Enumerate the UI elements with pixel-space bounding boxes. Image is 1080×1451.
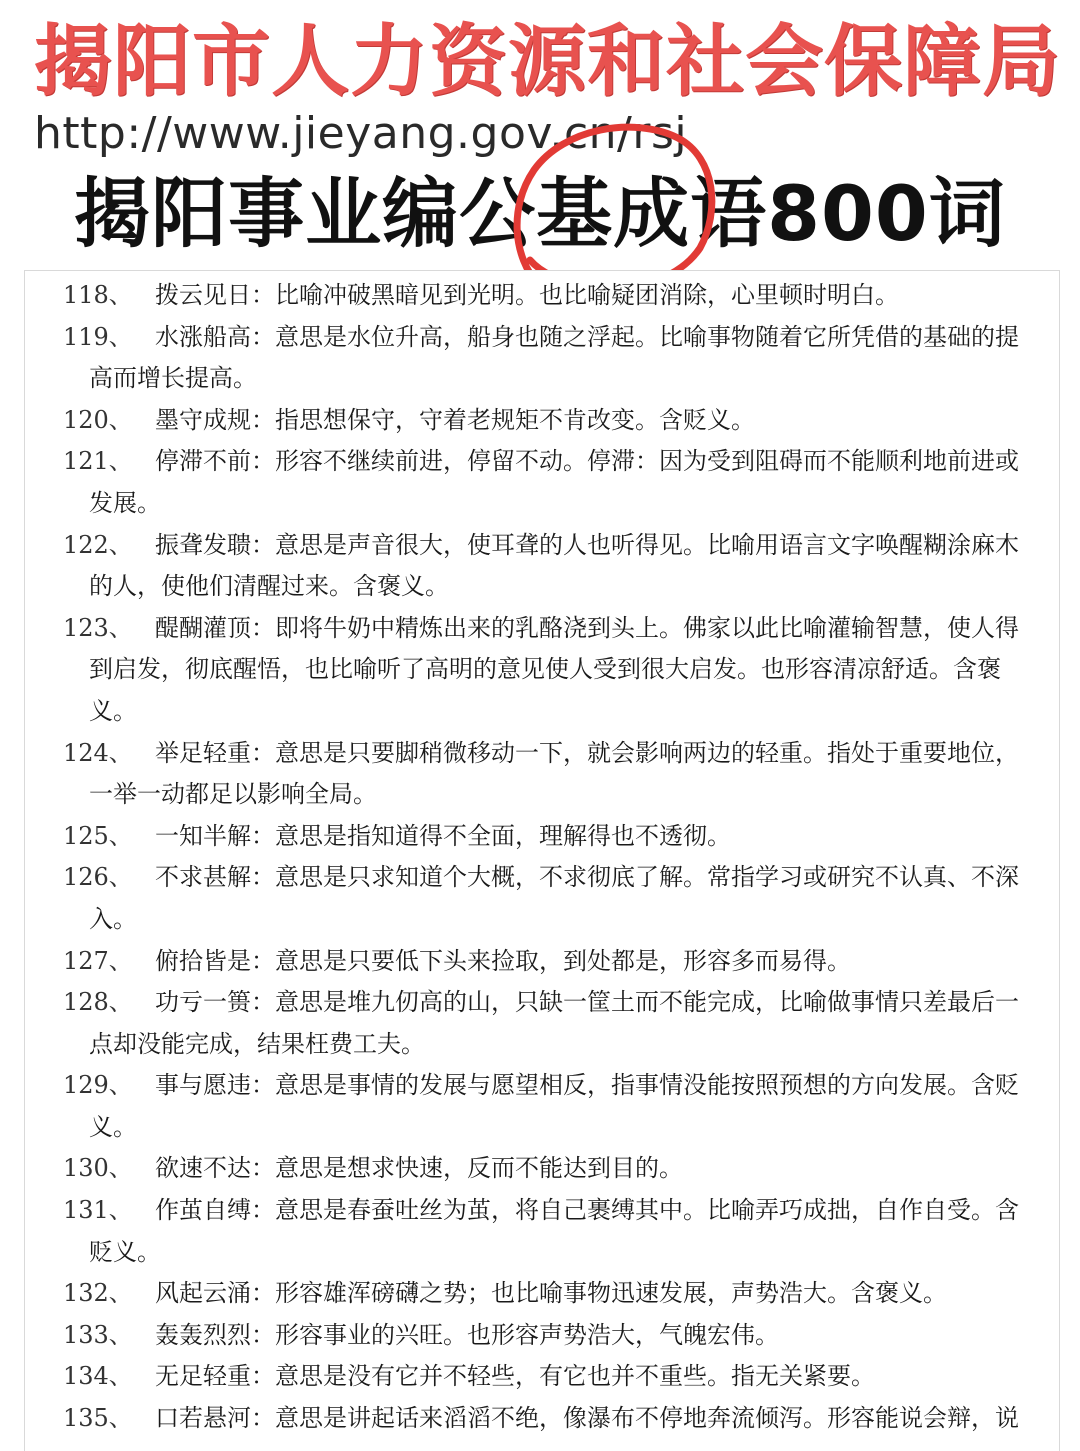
idiom-entry xyxy=(25,608,1059,733)
entry-text: 风起云涌：形容雄浑磅礴之势；也比喻事物迅速发展，声势浩大。含褒义。 xyxy=(155,1279,947,1308)
header-banner xyxy=(0,0,1080,170)
idiom-entry xyxy=(25,857,1059,940)
entry-text-continued: 到启发，彻底醒悟，也比喻听了高明的意见使人受到很大启发。也形容清凉舒适。含褒 xyxy=(89,655,1001,684)
org-title: 揭阳市人力资源和社会保障局 xyxy=(34,17,1062,107)
entry-text: 俯拾皆是：意思是只要低下头来捡取，到处都是，形容多而易得。 xyxy=(155,946,851,975)
entry-text: 欲速不达：意思是想求快速，反而不能达到目的。 xyxy=(155,1154,683,1183)
idiom-entry xyxy=(25,525,1059,608)
entry-number: 133、 xyxy=(63,1320,133,1349)
entry-text-continued: 义。 xyxy=(89,696,137,725)
entry-text: 功亏一篑：意思是堆九仞高的山，只缺一筐土而不能完成，比喻做事情只差最后一 xyxy=(155,988,1019,1017)
idiom-entry xyxy=(25,733,1059,816)
entry-text: 事与愿违：意思是事情的发展与愿望相反，指事情没能按照预想的方向发展。含贬 xyxy=(155,1071,1019,1100)
entry-number: 121、 xyxy=(63,447,133,476)
idiom-entry xyxy=(25,1065,1059,1148)
entry-number: 122、 xyxy=(63,530,133,559)
entry-text-continued: 贬义。 xyxy=(89,1237,161,1266)
entry-number: 120、 xyxy=(63,405,133,434)
idiom-entry xyxy=(25,816,1059,858)
entry-text: 墨守成规：指思想保守，守着老规矩不肯改变。含贬义。 xyxy=(155,405,755,434)
entry-text: 一知半解：意思是指知道得不全面，理解得也不透彻。 xyxy=(155,821,731,850)
entry-text: 醍醐灌顶：即将牛奶中精炼出来的乳酪浇到头上。佛家以此比喻灌输智慧，使人得 xyxy=(155,613,1019,642)
entry-number: 132、 xyxy=(63,1279,133,1308)
entry-text: 振聋发聩：意思是声音很大，使耳聋的人也听得见。比喻用语言文字唤醒糊涂麻木 xyxy=(155,530,1019,559)
entry-number: 130、 xyxy=(63,1154,133,1183)
entry-number: 129、 xyxy=(63,1071,133,1100)
entry-number: 126、 xyxy=(63,863,133,892)
entry-number: 135、 xyxy=(63,1404,133,1433)
entry-text: 举足轻重：意思是只要脚稍微移动一下，就会影响两边的轻重。指处于重要地位， xyxy=(155,738,1019,767)
entry-number: 124、 xyxy=(63,738,133,767)
entry-text: 水涨船高：意思是水位升高，船身也随之浮起。比喻事物随着它所凭借的基础的提 xyxy=(155,322,1019,351)
org-url[interactable]: http://www.jieyang.gov.cn/rsj xyxy=(34,108,688,159)
entry-number: 131、 xyxy=(63,1196,133,1225)
idiom-entry xyxy=(25,1273,1059,1315)
entry-text: 轰轰烈烈：形容事业的兴旺。也形容声势浩大，气魄宏伟。 xyxy=(155,1320,779,1349)
entry-text-continued: 入。 xyxy=(89,904,137,933)
entry-text-continued: 发展。 xyxy=(89,488,161,517)
idiom-entry xyxy=(25,982,1059,1065)
page-title: 揭阳事业编公基成语800词 xyxy=(74,169,1006,258)
document-page xyxy=(24,270,1060,1451)
idiom-entry xyxy=(25,1190,1059,1273)
entry-number: 125、 xyxy=(63,821,133,850)
entry-text: 无足轻重：意思是没有它并不轻些，有它也并不重些。指无关紧要。 xyxy=(155,1362,875,1391)
entry-text: 作茧自缚：意思是春蚕吐丝为茧，将自己裹缚其中。比喻弄巧成拙，自作自受。含 xyxy=(155,1196,1019,1225)
idiom-entry xyxy=(25,275,1059,317)
entry-text-continued: 点却没能完成，结果枉费工夫。 xyxy=(89,1029,425,1058)
entry-number: 123、 xyxy=(63,613,133,642)
entry-text-continued: 义。 xyxy=(89,1112,137,1141)
entry-number: 128、 xyxy=(63,988,133,1017)
idiom-entry xyxy=(25,1398,1059,1440)
entry-text: 拨云见日：比喻冲破黑暗见到光明。也比喻疑团消除，心里顿时明白。 xyxy=(155,281,899,309)
idiom-entry xyxy=(25,1148,1059,1190)
entry-text-continued: 一举一动都足以影响全局。 xyxy=(89,780,377,809)
entry-text-continued: 的人，使他们清醒过来。含褒义。 xyxy=(89,572,449,601)
entry-number: 118、 xyxy=(63,281,133,309)
idiom-entry xyxy=(25,317,1059,400)
idiom-list xyxy=(25,275,1059,1440)
entry-text-continued: 高而增长提高。 xyxy=(89,364,257,393)
entry-text: 不求甚解：意思是只求知道个大概，不求彻底了解。常指学习或研究不认真、不深 xyxy=(155,863,1019,892)
entry-number: 134、 xyxy=(63,1362,133,1391)
idiom-entry xyxy=(25,1315,1059,1357)
entry-number: 127、 xyxy=(63,946,133,975)
idiom-entry xyxy=(25,941,1059,983)
idiom-entry xyxy=(25,441,1059,524)
idiom-entry xyxy=(25,400,1059,442)
entry-text: 口若悬河：意思是讲起话来滔滔不绝，像瀑布不停地奔流倾泻。形容能说会辩，说 xyxy=(155,1404,1019,1433)
idiom-entry xyxy=(25,1356,1059,1398)
entry-text: 停滞不前：形容不继续前进，停留不动。停滞：因为受到阻碍而不能顺利地前进或 xyxy=(155,447,1019,476)
entry-number: 119、 xyxy=(63,322,133,351)
